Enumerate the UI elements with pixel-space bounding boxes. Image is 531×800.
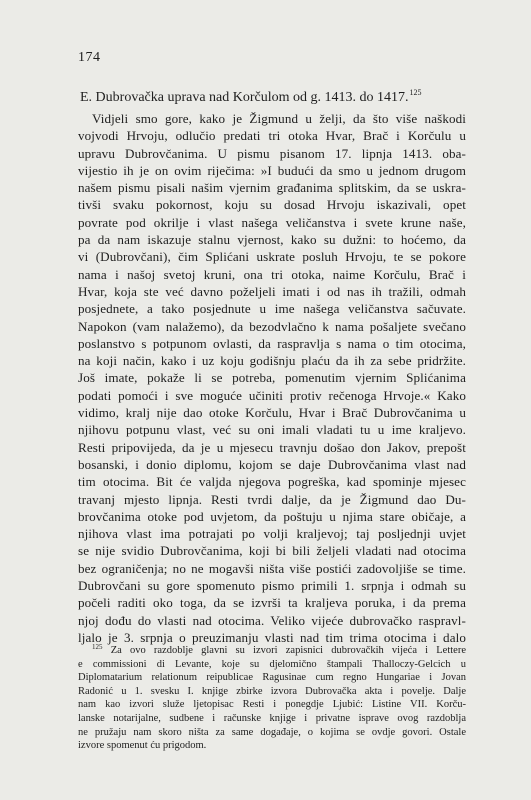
body-line: brovčanima otoke pod uvjetom, da poštuju u njima stare običaje, a (78, 508, 466, 524)
body-line: Još imate, pokaže li se potreba, pomenutim vjernim Splićanima (78, 370, 466, 386)
body-line: vojvodi Hrvoju, odlučio predati tri otoka Hvar, Brač i Korčulu u (78, 128, 466, 144)
body-line: bez ograničenja; no ne mogavši ništa više postići zadovoljiše se time. (78, 560, 466, 576)
body-line: njihova vlast ima potrajati po volji kraljevoj; taj posljednji uvjet (78, 526, 466, 542)
body-line: se nije svidio Dubrovčanima, koji bi bili željeli vladati nad otocima (78, 543, 466, 559)
body-line: travanj mjesto lipnja. Resti tvrdi dalje, da je Žigmund dao Du- (78, 491, 466, 507)
body-line: na koji način, kako i uz koju godišnju plaću da ih za sebe pridržite. (78, 353, 466, 369)
body-line: ljalo je 3. srpnja o preuzimanju vlasti nad tim trima otocima i dalo (78, 629, 466, 645)
body-line: podati pomoći i sve moguće učiniti protiv rečenoga Hrvoje.« Kako (78, 387, 466, 403)
footnote-number: 125 (92, 643, 103, 651)
footnote-line: Radonić u 1. svesku I. knjige zbirke izvora Dubrovačka akta i povelje. Dalje (78, 685, 466, 697)
footnote-line: Diplomatarium relationum reipublicae Ragusinae cum regno Hungariae i Jovan (78, 672, 466, 684)
body-line: tivši svaku pokornost, koju su dosad Hrvoju iskazivali, opet (78, 197, 466, 213)
body-line: njoj dođu do vlasti nad otocima. Veliko vijeće dubrovačko raspravl- (78, 612, 466, 628)
body-line: Resti pripovijeda, da je u mjesecu travnju došao don Jakov, prepošt (78, 439, 466, 455)
footnote-reference: 125 (409, 88, 422, 97)
body-line: vidimo, kralj nije dao otoke Korčulu, Hvar i Brač Dubrovčanima u (78, 405, 466, 421)
body-line: tim otocima. Bit će valjda njegova pogreška, kad spominje mjesec (78, 474, 466, 490)
body-line: Dubrovčani su gore spomenuto pismo primili 1. srpnja i odmah su (78, 578, 466, 594)
footnote (78, 641, 466, 753)
footnote-line-text: Za ovo razdoblje glavni su izvori zapisnici dubrovačkih vijeća i Lettere (110, 645, 466, 656)
body-line: vi (Dubrovčani), čim Splićani uskrate posluh Hrvoju, te se pokore (78, 249, 466, 265)
body-line: pa da nam iskazuje stalnu vjernost, kako su dužni: to hoćemo, da (78, 232, 466, 248)
body-line: našem pismu pisali našim vjernim građanima splitskim, da se uskra- (78, 180, 466, 196)
body-line: upravu Dubrovčanima. U pismu pisanom 17. lipnja 1413. oba- (78, 145, 466, 161)
body-line: vijestio ih je on ovim riječima: »I budući da smo u jednom drugom (78, 162, 466, 178)
footnote-line: nam kao izvori služe ljetopisac Resti i ponegdje Ljubić: Listine VII. Korču- (78, 699, 466, 711)
footnote-line: izvore spomenut ću prigodom. (78, 740, 207, 752)
footnote-line: ne pružaju nam skoro ništa za same događaje, o kojima se ovdje govori. Ostale (78, 726, 466, 738)
body-line: nama i našoj svetoj kruni, ona tri otoka, naime Korčulu, Brač i (78, 266, 466, 282)
body-line: poslanstvo s potpunom ovlasti, da raspravlja s nama o tim otocima, (78, 335, 466, 351)
body-line: Hvar, koja ste već davno poželjeli imati i od nas ih tražili, odmah (78, 283, 466, 299)
footnote-line: e commissioni di Levante, koje su djelomično štampali Thalloczy-Gelcich u (78, 658, 466, 670)
body-line: Napokon (vam nalažemo), da bezodvlačno k nama pošaljete svečano (78, 318, 466, 334)
body-line: bosanski, i donio diplomu, kojom se daje Dubrovčanima vlast nad (78, 456, 466, 472)
section-heading (80, 88, 450, 106)
body-text (78, 110, 466, 646)
body-line: njihovu potpunu vlast, već su oni imali vladati tu u ime kraljevo. (78, 422, 466, 438)
body-line: posjednete, a tako posjednute u ime našega veličanstva sačuvate. (78, 301, 466, 317)
body-line: počeli raditi oko toga, da se izvrši ta kraljeva poruka, i da prema (78, 595, 466, 611)
footnote-line (78, 641, 466, 658)
footnote-line: lanske notarijalne, sudbene i računske knjige i privatne isprave ovog razdoblja (78, 712, 466, 724)
page-number: 174 (78, 50, 101, 65)
body-line: povrate pod okrilje i vlast našega veličanstva i svete krune naše, (78, 214, 466, 230)
section-heading-text: E. Dubrovačka uprava nad Korčulom od g. 1413. do 1417. (80, 90, 409, 105)
body-line: Vidjeli smo gore, kako je Žigmund u želji, da što više naškodi (92, 111, 466, 126)
